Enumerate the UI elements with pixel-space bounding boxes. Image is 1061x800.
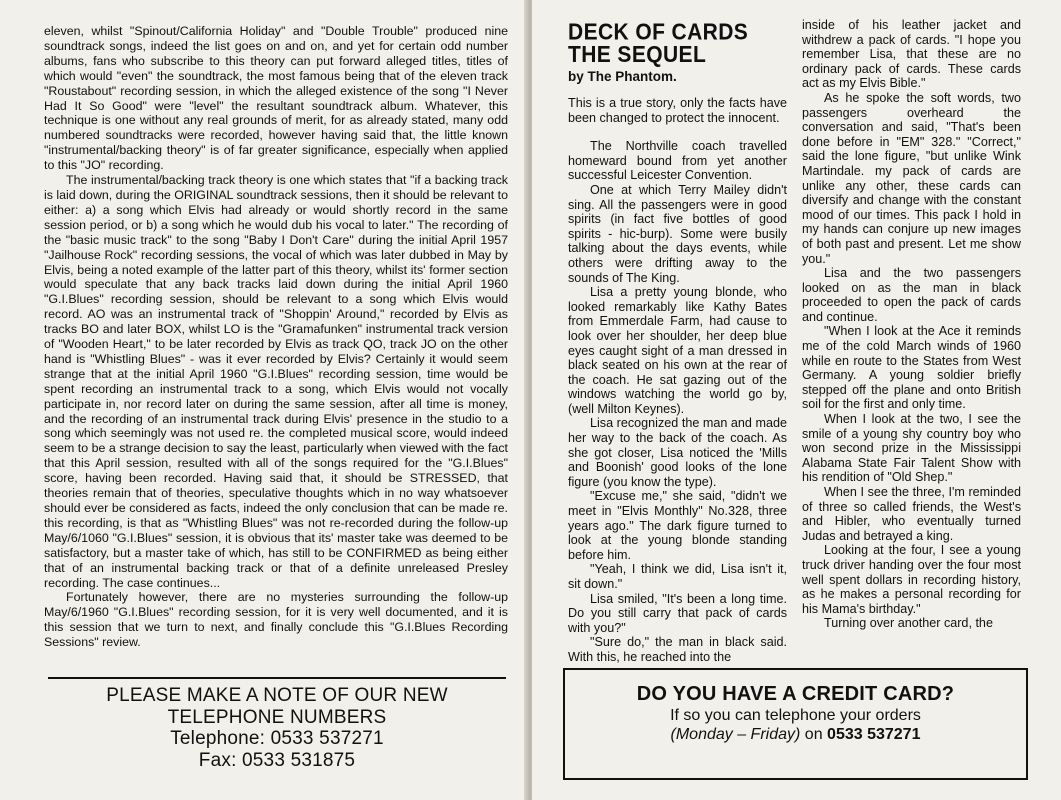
col1-paragraph-3: One at which Terry Mailey didn't sing. All the passengers were in good spirits (in fact five bottles of good spirits - hic-burp). Some were busily talking about the days events, while others were drifting away to the sounds of The King.	[568, 182, 787, 285]
credit-on: on	[804, 726, 823, 743]
notice-line-2: TELEPHONE NUMBERS	[167, 706, 387, 728]
col1-paragraph-4: Lisa a pretty young blonde, who looked remarkably like Kathy Bates from Emmerdale Farm, had cause to look over her shoulder, her deep blue eyes caught sight of a man dressed in black seated on his own at the rear of the coach. He sat gazing out of the windows watching the world go by, (well Milton Keynes).	[568, 285, 787, 416]
credit-headline: DO YOU HAVE A CREDIT CARD?	[636, 683, 955, 705]
notice-telephone: Telephone: 0533 537271	[170, 728, 384, 749]
telephone-notice	[48, 677, 506, 771]
notice-fax: Fax: 0533 531875	[198, 749, 356, 771]
right-page	[532, 0, 1061, 800]
left-article-body	[44, 24, 508, 672]
credit-card-box	[563, 668, 1028, 780]
title-line-1: DECK OF CARDS	[568, 19, 749, 45]
col1-paragraph-6: "Excuse me," she said, "didn't we meet in "Elvis Monthly" No.328, three years ago." The dark figure turned to look at the young blonde standing before him.	[568, 489, 787, 562]
col2-paragraph-6: When I see the three, I'm reminded of three so called friends, the West's and Hibler, who eventually turned Judas and betrayed a king.	[802, 485, 1021, 543]
col2-paragraph-4: "When I look at the Ace it reminds me of the cold March winds of 1960 while en route to the States from West Germany. A young soldier briefly stepped off the plane and onto British soil for the first and only time.	[802, 324, 1021, 412]
col2-paragraph-1: inside of his leather jacket and withdrew a pack of cards. "I hope you remember Lisa, that these are no ordinary pack of cards. These cards act as my Elvis Bible."	[802, 18, 1021, 91]
col1-paragraph-5: Lisa recognized the man and made her way to the back of the coach. As she got closer, Lisa noticed the 'Mills and Boonish' good looks of the lone figure (you know the type).	[568, 416, 787, 489]
col1-paragraph-8: Lisa smiled, "It's been a long time. Do you still carry that pack of cards with you?"	[568, 591, 787, 635]
title-line-2: THE SEQUEL	[568, 42, 707, 68]
left-paragraph-1: eleven, whilst "Spinout/California Holiday" and "Double Trouble" produced nine soundtrack songs, indeed the list goes on and on, and yet for certain odd number albums, fans who subscribe to this theory can put forward alleged titles, titles of which would "even" the soundtrack, the most famous being that of the eleven track "Roustabout" recording session, in which the alleged existence of the song "I Never Had It So Good" were "level" the resultant soundtrack album. Whatever, this technique is one without any real grounds of merit, for as already stated, many odd numbered soundtracks were recorded, however having said that, the little known "instrumental/backing theory" is of far greater significance, especially when applied to this "JO" recording.	[44, 24, 508, 173]
notice-line-1: PLEASE MAKE A NOTE OF OUR NEW	[106, 685, 448, 706]
credit-days: (Monday – Friday)	[670, 726, 801, 743]
credit-line-1: If so you can telephone your orders	[670, 707, 921, 724]
left-paragraph-2: The instrumental/backing track theory is one which states that "if a backing track is laid down, during the ORIGINAL soundtrack sessions, then it should be relevant to either: a) a song which Elvis had already or would shortly record in the same session period, or b) a song which he would dub his vocal to later." The recording of the "basic music track" to the song "Baby I Don't Care" during the initial April 1957 "Jailhouse Rock" recording sessions, the vocal of which was later dubbed in May by Elvis, being a noted example of the latter part of this theory, whilst its' former section would speculate that any back tracks laid down during the initial April 1960 "G.I.Blues" recording session, should be relevant to a song which Elvis would record. AO was an instrumental track of "Shoppin' Around," recorded by Elvis as tracks BO and later BOX, whilst LO is the "Gramafunken" instrumental track version of "Wooden Heart," to be later recorded by Elvis as track QO, track JO on the other hand is "Whistling Blues" - was it ever recorded by Elvis? Certainly it would seem strange that at the initial April 1960 "G.I.Blues" recording session, time would be spent recording an instrumental track to a song, which Elvis would not vocally participate in, nor record later on during the same session, after all time is money, and the recording of an instrumental track during Elvis' presence in the studio to a song which seemingly was not used re. the completed musical score, would indeed seem to be a strange decision to say the least, particularly when viewed with the fact that this April session, resulted with all of the songs required for the "G.I.Blues" score, having been recorded. Having said that, it should be STRESSED, that theories remain that of theories, speculative thoughts which in no way whatsoever should ever be considered as facts, indeed the only conclusion that can be made re. this recording, is that as "Whistling Blues" was not re-recorded during the follow-up May/6/1060 "G.I.Blues" session, it is obvious that its' master take was deemed to be satisfactory, but a master take of which, has still to be CONFIRMED as being either that of an instrumental backing track or that of a definite unreleased Presley recording. The case continues...	[44, 173, 508, 590]
col2-paragraph-7: Looking at the four, I see a young truck driver handing over the four most well spent dollars in recording history, as he makes a personal recording for his Mama's birthday."	[802, 543, 1021, 616]
col2-paragraph-8: Turning over another card, the	[824, 616, 993, 631]
col1-paragraph-9: "Sure do," the man in black said. With this, he reached into the	[568, 635, 787, 664]
left-paragraph-3: Fortunately however, there are no mysteries surrounding the follow-up May/6/1960 "G.I.Blues" recording session, for it is very well documented, and it is this session that we turn to next, and finally conclude this "G.I.Blues Recording Sessions" review.	[44, 590, 508, 650]
col1-paragraph-2: The Northville coach travelled homeward bound from yet another successful Leicester Convention.	[568, 139, 787, 183]
credit-phone: 0533 537271	[827, 726, 921, 743]
article-title	[568, 21, 788, 66]
left-page	[0, 0, 528, 800]
col1-paragraph-7: "Yeah, I think we did, Lisa isn't it, sit down."	[568, 562, 787, 591]
article-column-2	[802, 18, 1021, 664]
col2-paragraph-5: When I look at the two, I see the smile of a young shy country boy who won second prize in the Mississippi Alabama State Fair Talent Show with his rendition of "Old Shep."	[802, 412, 1021, 485]
col1-paragraph-1: This is a true story, only the facts have been changed to protect the innocent.	[568, 96, 787, 125]
article-column-1	[568, 96, 787, 664]
col2-paragraph-3: Lisa and the two passengers looked on as the man in black proceeded to open the pack of cards and continue.	[802, 266, 1021, 324]
article-byline: by The Phantom.	[568, 69, 677, 84]
col2-paragraph-2: As he spoke the soft words, two passengers overheard the conversation and said, "That's been done before in "EM" 328." "Correct," said the lone figure, "but unlike Wink Martindale. my pack of cards are unlike any other, these cards can diversify and change with the constant mood of our times. This pack I hold in my hands can conjure up new images of both past and present. Let me show you."	[802, 90, 1021, 266]
credit-line-2	[565, 725, 1026, 744]
